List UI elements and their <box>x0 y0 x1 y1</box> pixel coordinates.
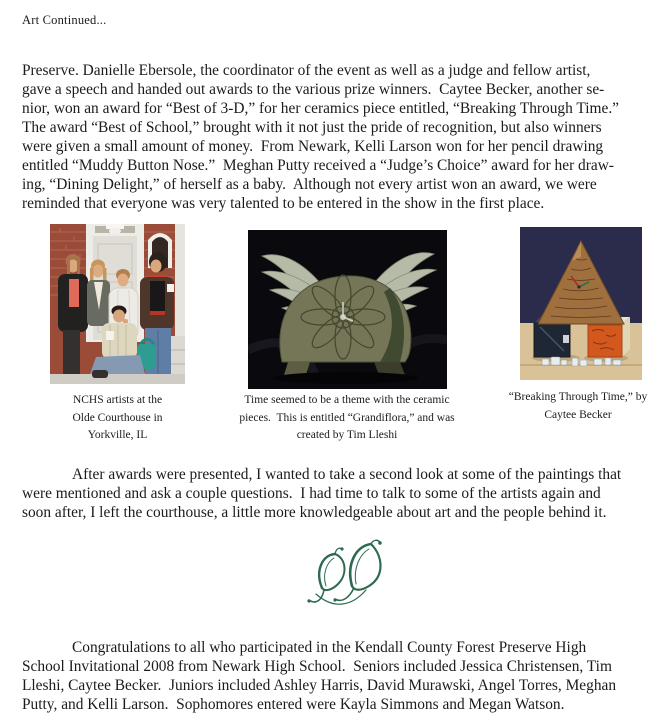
text-line: School Invitational 2008 from Newark High School. Seniors included Jessica Christensen, Tim <box>22 658 612 675</box>
breaking-through-time-photo <box>520 227 642 380</box>
text-line: gave a speech and handed out awards to the various prize winners. Caytee Becker, another se- <box>22 81 605 98</box>
caption-line: created by Tim Lleshi <box>296 429 398 441</box>
caption-line: pieces. This is entitled “Grandiflora,” and was <box>239 411 455 424</box>
text-line: Lleshi, Caytee Becker. Juniors included Ashley Harris, David Murawski, Angel Torres, Meghan <box>22 677 617 694</box>
text-line: Putty, and Kelli Larson. Sophomores entered were Kayla Simmons and Megan Watson. <box>22 696 565 713</box>
breaking-through-time-photo-image <box>520 227 642 380</box>
text-line: were given a small amount of money. From Newark, Kelli Larson won for her pencil drawing <box>22 138 604 155</box>
leaf-flourish-ornament <box>288 538 392 619</box>
paragraph-2 <box>22 465 621 522</box>
grandiflora-caption <box>218 392 476 445</box>
grandiflora-photo <box>248 230 447 389</box>
text-line: The award “Best of School,” brought with it not just the pride of recognition, but also winners <box>22 119 602 136</box>
text-line: ing, “Dining Delight,” of herself as a baby. Although not every artist won an award, we were <box>22 176 597 193</box>
group-photo-image <box>50 224 185 384</box>
grandiflora-photo-image <box>248 230 447 389</box>
caption-line: Time seemed to be a theme with the ceramic <box>244 394 450 406</box>
caption-line: “Breaking Through Time,” by <box>508 391 648 403</box>
caption-line: NCHS artists at the <box>72 394 163 406</box>
text-line: were mentioned and ask a couple questions. I had time to talk to some of the artists again and <box>22 485 601 502</box>
leaf-flourish-icon <box>288 538 392 614</box>
text-line: reminded that everyone was very talented to be entered in the show in the first place. <box>22 195 545 212</box>
caption-line: Olde Courthouse in <box>72 411 163 424</box>
text-line: Congratulations to all who participated in the Kendall County Forest Preserve High <box>72 639 587 656</box>
text-line: After awards were presented, I wanted to take a second look at some of the paintings that <box>72 466 622 483</box>
text-line: Preserve. Danielle Ebersole, the coordinator of the event as well as a judge and fellow artist, <box>22 62 591 79</box>
text-line: entitled “Muddy Button Nose.” Meghan Putty received a “Judge’s Choice” award for her draw- <box>22 157 614 174</box>
group-photo <box>50 224 185 384</box>
group-photo-caption <box>50 392 185 445</box>
paragraph-1 <box>22 61 619 213</box>
page-header: Art Continued... <box>22 13 107 27</box>
caption-line: Caytee Becker <box>544 408 612 421</box>
paragraph-3 <box>22 638 616 714</box>
caption-line: Yorkville, IL <box>87 429 148 441</box>
breaking-through-time-caption <box>494 389 662 424</box>
text-line: nior, won an award for “Best of 3-D,” for her ceramics piece entitled, “Breaking Through Time.” <box>22 100 620 117</box>
text-line: soon after, I left the courthouse, a little more knowledgeable about art and the people behind it. <box>22 504 607 521</box>
